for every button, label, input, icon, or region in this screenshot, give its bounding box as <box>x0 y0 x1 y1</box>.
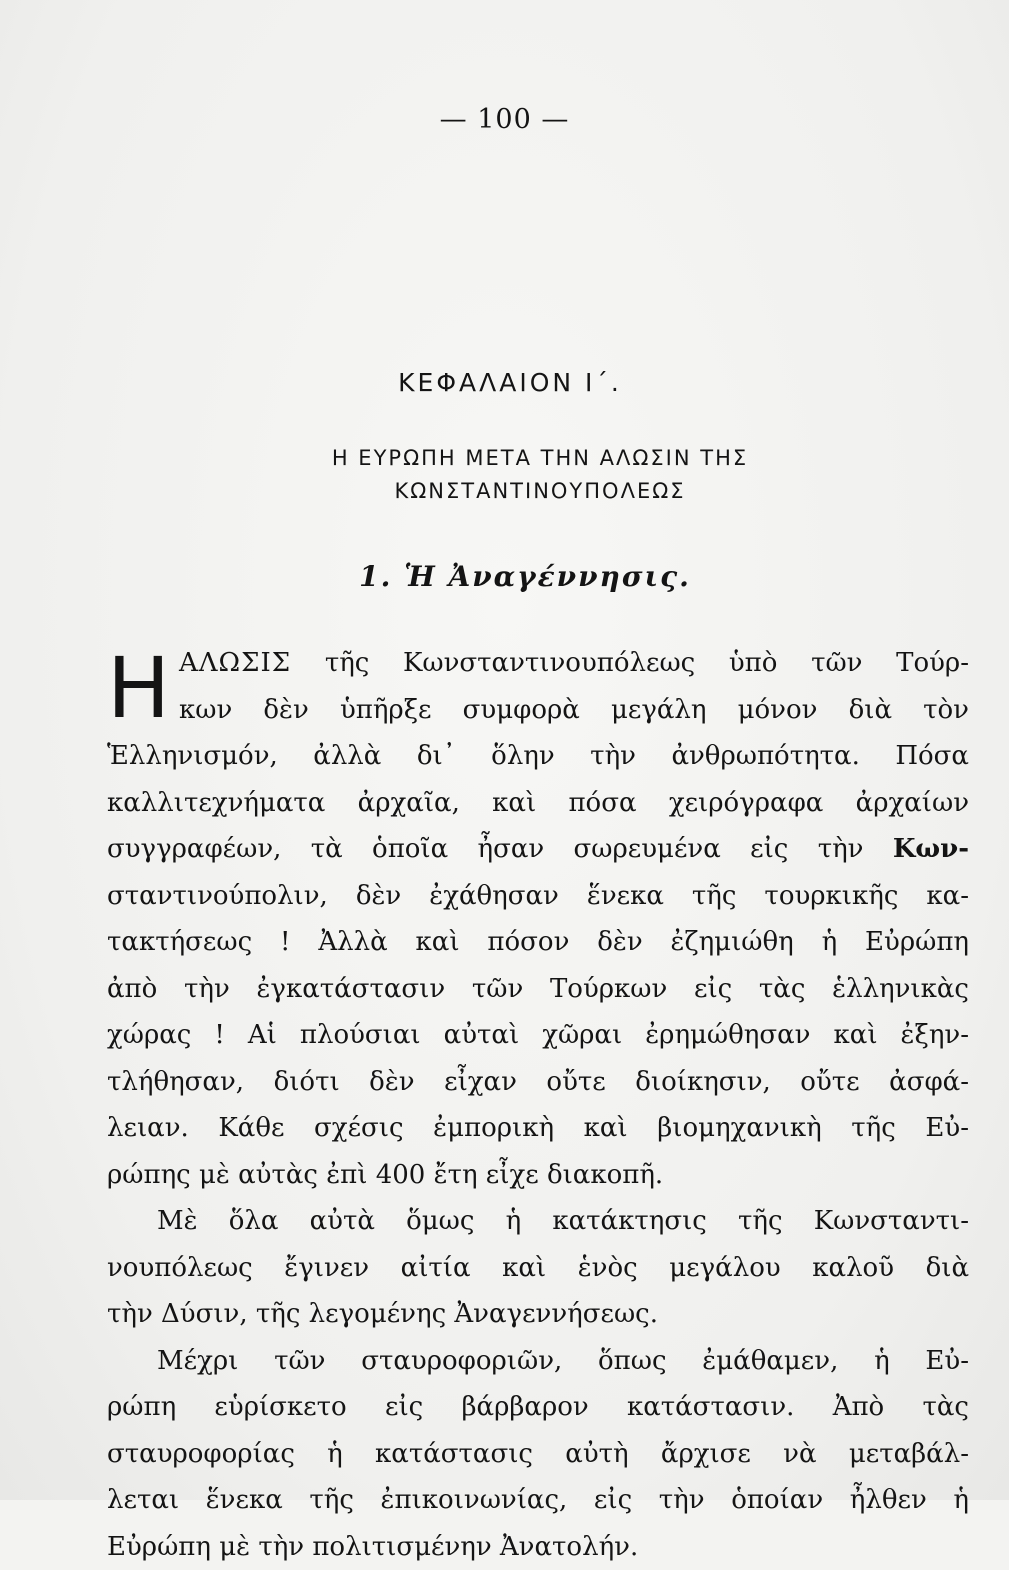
paragraph-1-line-6: σταντινούπολιν, δὲν ἐχάθησαν ἕνεκα τῆς τουρκικῆς κα- <box>107 873 969 920</box>
paragraph-2-line-3: τὴν Δύσιν, τῆς λεγομένης Ἀναγεννήσεως. <box>107 1291 969 1338</box>
paragraph-2-line-2: νουπόλεως ἔγινεν αἰτία καὶ ἑνὸς μεγάλου καλοῦ διὰ <box>107 1245 969 1292</box>
paragraph-3-line-2: ρώπη εὑρίσκετο εἰς βάρβαρον κατάστασιν. Ἀπὸ τὰς <box>107 1384 969 1431</box>
paragraph-1-line-2: κων δὲν ὑπῆρξε συμφορὰ μεγάλη μόνον διὰ τὸν <box>107 687 969 734</box>
paragraph-3-line-1: Μέχρι τῶν σταυροφοριῶν, ὅπως ἐμάθαμεν, ἡ Εὐ- <box>107 1338 969 1385</box>
paragraph-3-line-3: σταυροφορίας ἡ κατάστασις αὐτὴ ἄρχισε νὰ μεταβάλ- <box>107 1431 969 1478</box>
section-heading: 1. Ἡ Ἀναγέννησις. <box>0 560 1009 593</box>
paragraph-1-line-8: ἀπὸ τὴν ἐγκατάστασιν τῶν Τούρκων εἰς τὰς ἑλληνικὰς <box>107 966 969 1013</box>
chapter-title-line-2: ΚΩΝΣΤΑΝΤΙΝΟΥΠΟΛΕΩΣ <box>0 475 1009 508</box>
paragraph-3-line-4: λεται ἕνεκα τῆς ἐπικοινωνίας, εἰς τὴν ὁποίαν ἦλθεν ἡ <box>107 1477 969 1524</box>
paragraph-1-line-12: ρώπης μὲ αὐτὰς ἐπὶ 400 ἔτη εἶχε διακοπῆ. <box>107 1152 969 1199</box>
page-number: — 100 — <box>0 104 1009 135</box>
body-text <box>107 640 969 1570</box>
paragraph-1-line-4: καλλιτεχνήματα ἀρχαῖα, καὶ πόσα χειρόγραφα ἀρχαίων <box>107 780 969 827</box>
paragraph-1-line-5 <box>107 826 969 873</box>
paragraph-1-line-1 <box>107 640 969 687</box>
chapter-title <box>0 442 1009 508</box>
chapter-title-line-1: Η ΕΥΡΩΠΗ ΜΕΤΑ ΤΗΝ ΑΛΩΣΙΝ ΤΗΣ <box>0 442 1009 475</box>
paragraph-2-line-1: Μὲ ὅλα αὐτὰ ὅμως ἡ κατάκτησις τῆς Κωνσταντι- <box>107 1198 969 1245</box>
paragraph-1-line-1-text: τῆς Κωνσταντινουπόλεως ὑπὸ τῶν Τούρ- <box>325 648 969 678</box>
drop-cap: Η <box>107 646 170 730</box>
paragraph-1-line-7: τακτήσεως ! Ἀλλὰ καὶ πόσον δὲν ἐζημιώθη ἡ Εὐρώπη <box>107 919 969 966</box>
paragraph-1-line-10: τλήθησαν, διότι δὲν εἶχαν οὔτε διοίκησιν, οὔτε ἀσφά- <box>107 1059 969 1106</box>
paragraph-3-line-5: Εὐρώπη μὲ τὴν πολιτισμένην Ἀνατολήν. <box>107 1524 969 1570</box>
paragraph-1-line-3: Ἑλληνισμόν, ἀλλὰ δι᾽ ὅλην τὴν ἀνθρωπότητα. Πόσα <box>107 733 969 780</box>
paragraph-1-line-11: λειαν. Κάθε σχέσις ἐμπορικὴ καὶ βιομηχανικὴ τῆς Εὐ- <box>107 1105 969 1152</box>
drop-cap-continuation: ΑΛΩΣΙΣ <box>179 648 291 678</box>
paragraph-1-line-5-text: συγγραφέων, τὰ ὁποῖα ἦσαν σωρευμένα εἰς τὴν <box>107 834 863 864</box>
paragraph-1-line-9: χώρας ! Αἱ πλούσιαι αὐταὶ χῶραι ἐρημώθησαν καὶ ἐξην- <box>107 1012 969 1059</box>
paragraph-1-line-5-bold: Κων- <box>893 834 969 864</box>
chapter-label: ΚΕΦΑΛΑΙΟΝ Ι΄. <box>0 368 1009 397</box>
